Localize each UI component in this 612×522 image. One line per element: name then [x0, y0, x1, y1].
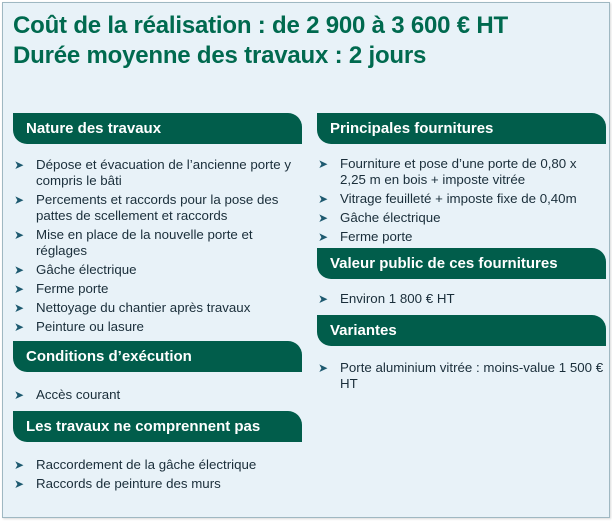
list-item-text: Peinture ou lasure: [36, 319, 144, 334]
arrow-bullet-icon: ➤: [318, 292, 329, 306]
section-fournitures: [317, 113, 606, 245]
arrow-bullet-icon: ➤: [14, 320, 25, 334]
list-item: [13, 387, 302, 403]
fournitures-list: [317, 156, 606, 245]
left-column: [13, 113, 302, 495]
section-header-variantes: Variantes: [317, 315, 606, 346]
arrow-bullet-icon: ➤: [14, 158, 25, 172]
section-variantes: [317, 315, 606, 392]
list-item: [13, 157, 302, 189]
exclusions-list: [13, 457, 302, 492]
list-item-text: Raccordement de la gâche électrique: [36, 457, 257, 472]
section-header-nature: Nature des travaux: [13, 113, 302, 144]
list-item-text: Gâche électrique: [36, 262, 137, 277]
section-header-conditions: Conditions d’exécution: [13, 341, 302, 372]
list-item: [317, 210, 606, 226]
list-item: [13, 192, 302, 224]
arrow-bullet-icon: ➤: [14, 477, 25, 491]
list-item: [13, 300, 302, 316]
list-item: [317, 360, 606, 392]
arrow-bullet-icon: ➤: [14, 193, 25, 207]
arrow-bullet-icon: ➤: [14, 301, 25, 315]
list-item-text: Mise en place de la nouvelle porte et réglages: [36, 227, 253, 258]
section-header-fournitures: Principales fournitures: [317, 113, 606, 144]
list-item-text: Environ 1 800 € HT: [340, 291, 455, 306]
arrow-bullet-icon: ➤: [318, 192, 329, 206]
list-item: [13, 476, 302, 492]
list-item: [317, 229, 606, 245]
list-item-text: Fourniture et pose d’une porte de 0,80 x 2,25 m en bois + imposte vitrée: [340, 156, 577, 187]
list-item: [13, 281, 302, 297]
duration-title: Durée moyenne des travaux : 2 jours: [13, 42, 427, 69]
list-item-text: Porte aluminium vitrée : moins-value 1 500 € HT: [340, 360, 604, 391]
section-header-valeur: Valeur public de ces fournitures: [317, 248, 606, 279]
list-item-text: Ferme porte: [340, 229, 413, 244]
valeur-list: [317, 291, 606, 307]
cost-title: Coût de la réalisation : de 2 900 à 3 600 € HT: [13, 12, 508, 39]
section-conditions-execution: [13, 341, 302, 403]
nature-list: [13, 157, 302, 335]
section-header-exclusions: Les travaux ne comprennent pas: [13, 411, 302, 442]
conditions-list: [13, 387, 302, 403]
arrow-bullet-icon: ➤: [318, 157, 329, 171]
list-item-text: Accès courant: [36, 387, 121, 402]
list-item: [317, 291, 606, 307]
arrow-bullet-icon: ➤: [14, 263, 25, 277]
section-exclusions: [13, 411, 302, 492]
list-item-text: Ferme porte: [36, 281, 109, 296]
list-item-text: Dépose et évacuation de l’ancienne porte y compris le bâti: [36, 157, 292, 188]
list-item-text: Nettoyage du chantier après travaux: [36, 300, 251, 315]
variantes-list: [317, 360, 606, 392]
section-valeur-public: [317, 248, 606, 307]
arrow-bullet-icon: ➤: [318, 230, 329, 244]
quote-card: [2, 2, 610, 518]
list-item-text: Percements et raccords pour la pose des pattes de scellement et raccords: [36, 192, 279, 223]
arrow-bullet-icon: ➤: [14, 388, 25, 402]
arrow-bullet-icon: ➤: [14, 228, 25, 242]
section-nature-travaux: [13, 113, 302, 335]
list-item-text: Vitrage feuilleté + imposte fixe de 0,40m: [340, 191, 577, 206]
list-item: [13, 457, 302, 473]
arrow-bullet-icon: ➤: [14, 282, 25, 296]
list-item: [317, 156, 606, 188]
list-item-text: Raccords de peinture des murs: [36, 476, 221, 491]
list-item: [317, 191, 606, 207]
arrow-bullet-icon: ➤: [14, 458, 25, 472]
list-item: [13, 319, 302, 335]
list-item: [13, 262, 302, 278]
right-column: [317, 113, 606, 395]
arrow-bullet-icon: ➤: [318, 211, 329, 225]
list-item: [13, 227, 302, 259]
arrow-bullet-icon: ➤: [318, 361, 329, 375]
list-item-text: Gâche électrique: [340, 210, 441, 225]
